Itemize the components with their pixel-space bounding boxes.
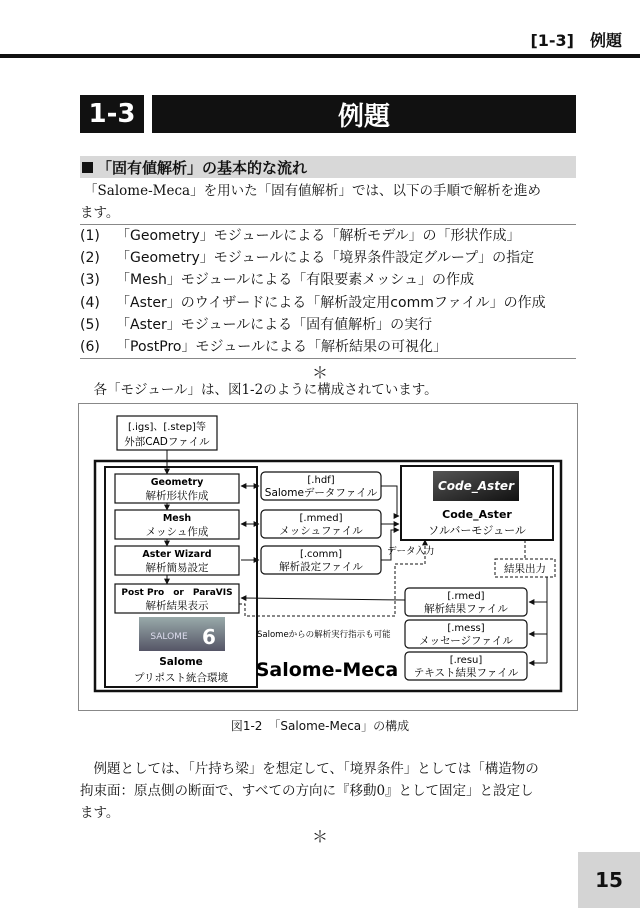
comm-file-ext: [.comm] [299,549,343,560]
mmed-file-desc: メッシュファイル [279,525,363,537]
data-input-label: データ入力 [387,546,435,557]
step-number: (5) [80,316,100,333]
salome-logo-number: 6 [202,625,216,649]
step-number: (2) [80,250,100,267]
intro-line-2: ます。 [80,205,120,221]
intro-line-1: 「Salome-Meca」を用いた「固有値解析」では、以下の手順で解析を進め [84,183,542,199]
step-number: (4) [80,294,100,311]
cad-file-line-1: [.igs]、[.step]等 [128,422,206,433]
steps-list [80,224,576,359]
list-item [80,225,576,247]
resu-file-desc: テキスト結果ファイル [413,667,519,679]
mmed-file-ext: [.mmed] [299,513,343,524]
mess-file-ext: [.mess] [447,623,485,634]
list-item [80,247,576,269]
cad-file-line-2: 外部CADファイル [124,436,210,448]
geometry-module-desc: 解析形状作成 [145,490,209,502]
code-aster-logo-text: Code_Aster [437,479,515,493]
hdf-file-desc: Salomeデータファイル [264,487,378,499]
list-item [80,269,576,291]
geometry-module-name: Geometry [150,477,204,488]
square-bullet-icon [82,162,93,173]
resu-file-ext: [.resu] [449,655,483,666]
platform-name: Salome-Meca [255,659,399,681]
intro-paragraph [80,180,576,224]
aster-wizard-desc: 解析簡易設定 [145,562,209,574]
list-item [80,292,576,314]
mesh-module-desc: メッシュ作成 [145,526,209,538]
example-line-3: ます。 [80,805,120,821]
step-number: (3) [80,272,100,289]
result-output-label: 結果出力 [504,563,546,575]
comm-file-desc: 解析設定ファイル [279,561,363,573]
separator-asterisk: ＊ [311,363,328,382]
separator-asterisk-2: ＊ [311,827,328,846]
code-aster-desc: ソルバーモジュール [428,524,526,537]
exec-note: Salomeからの解析実行指示も可能 [257,630,391,640]
step-text: 「Geometry」モジュールによる「境界条件設定グループ」の指定 [116,250,535,267]
rmed-file-ext: [.rmed] [447,591,485,602]
salome-name: Salome [159,656,203,668]
step-text: 「Mesh」モジュールによる「有限要素メッシュ」の作成 [116,272,475,289]
example-line-1: 例題としては、「片持ち梁」を想定して、「境界条件」としては「構造物の [93,761,539,777]
step-number: (1) [80,228,100,244]
example-paragraph [80,758,576,824]
section-number: 1-3 [80,95,144,133]
mesh-module-name: Mesh [162,513,192,524]
salome-desc: プリポスト統合環境 [133,672,229,684]
figure-salome-meca [78,403,578,711]
figure-caption: 図1-2 「Salome-Meca」の構成 [230,719,410,733]
subsection-heading [80,156,576,178]
step-number: (6) [80,338,100,355]
postpro-module-name: Post Pro or ParaVIS [121,588,233,598]
page-number: 15 [578,852,640,908]
module-note: 各「モジュール」は、図1-2のように構成されています。 [93,382,438,398]
step-text: 「Aster」モジュールによる「固有値解析」の実行 [116,316,433,333]
list-item [80,336,576,358]
salome-logo-text: SALOME [150,632,188,642]
mess-file-desc: メッセージファイル [419,635,513,647]
step-text: 「PostPro」モジュールによる「解析結果の可視化」 [116,338,447,355]
step-text: 「Geometry」モジュールによる「解析モデル」の「形状作成」 [116,228,521,244]
header-rule [0,54,640,58]
running-title: [1-3] 例題 [530,31,622,50]
code-aster-name: Code_Aster [442,508,512,521]
example-line-2: 拘束面：原点側の断面で、すべての方向に『移動0』として固定」と設定し [80,783,534,799]
section-title: 例題 [152,95,576,133]
aster-wizard-name: Aster Wizard [142,549,212,560]
hdf-file-ext: [.hdf] [307,475,335,486]
step-text: 「Aster」のウイザードによる「解析設定用commファイル」の作成 [116,294,546,311]
subsection-title: 「固有値解析」の基本的な流れ [97,158,308,177]
postpro-module-desc: 解析結果表示 [145,600,209,612]
rmed-file-desc: 解析結果ファイル [424,603,508,615]
list-item [80,314,576,336]
